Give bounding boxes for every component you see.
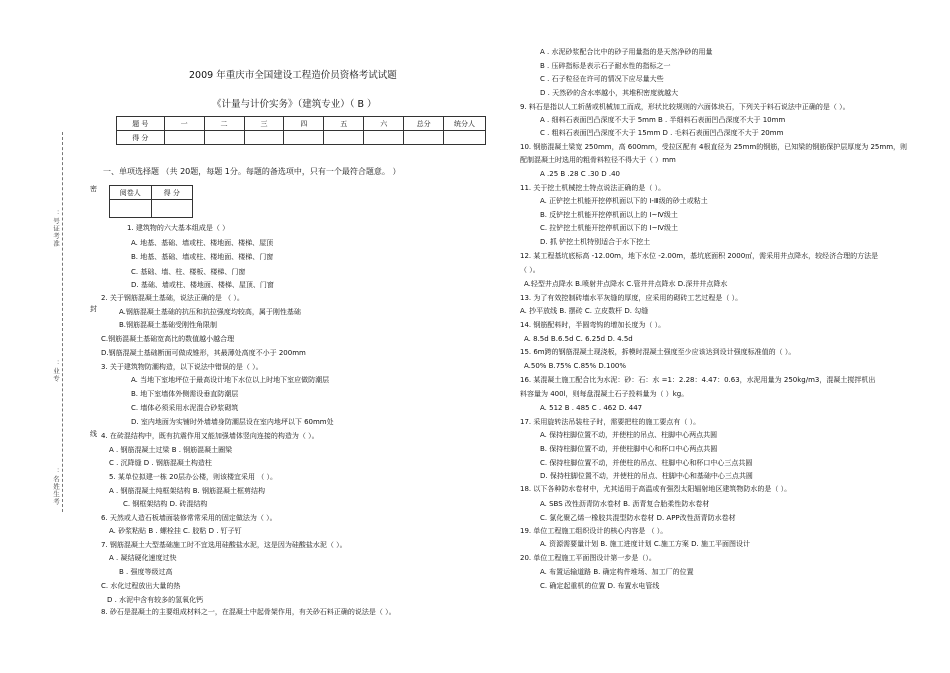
section-heading: 一、单项选择题 （共 20题，每题 1分。每题的备选项中，只有一个最符合题意。 ） — [103, 167, 401, 176]
score-header-cell: 统分人 — [444, 117, 486, 131]
question-line: A . 钢筋混凝土纯框架结构 B. 钢筋混凝土框剪结构 — [109, 487, 265, 495]
question-line: A . 钢筋混凝土过梁 B . 钢筋混凝土圈梁 — [109, 446, 233, 454]
question-line: A. 布置运输道路 B. 确定构件堆场、加工厂的位置 — [540, 568, 694, 576]
question-line: 2. 关于钢筋混凝土基础，说法正确的是 （ ）。 — [101, 294, 244, 302]
question-line: 10. 钢筋混凝土梁宽 250mm，高 600mm，受拉区配有 4根直径为 25mm的钢筋，已知梁的钢筋保护层厚度为 25mm，则 — [520, 143, 908, 151]
score-cell[interactable] — [204, 131, 244, 145]
question-line: 5. 某单位拟建一栋 20层办公楼，则该楼宜采用 （ ）。 — [109, 473, 277, 481]
question-line: 14. 钢筋配料时，半圆弯钩的增加长度为（ ）。 — [520, 321, 666, 329]
score-header-cell: 题 号 — [117, 117, 165, 131]
question-line: A . 细料石表面凹凸深度不大于 5mm B . 半细料石表面凹凸深度不大于 10mm — [540, 116, 786, 124]
question-line: A. 抄平放线 B. 摆砖 C. 立皮数杆 D. 勾缝 — [520, 307, 649, 315]
question-line: D.钢筋混凝土基础断面可做成锥形，其最薄处高度不小于 200mm — [101, 349, 306, 357]
question-line: C. 氯化聚乙烯一橡胶共混型防水卷材 D. APP改性沥青防水卷材 — [540, 514, 736, 522]
question-line: A. 512 B . 485 C . 462 D. 447 — [540, 404, 643, 412]
score-header-cell: 五 — [324, 117, 364, 131]
question-line: B.钢筋混凝土基础受刚性角限制 — [119, 321, 218, 329]
question-line: A. 保持柱脚位置不动，并使柱的吊点、柱脚中心两点共圆 — [540, 431, 718, 439]
seal-line — [62, 132, 63, 512]
question-line: 1. 建筑物的六大基本组成是（ ） — [127, 224, 230, 232]
question-line: C. 保持柱脚位置不动，并使柱的吊点、柱脚中心和杯口中心三点共圆 — [540, 459, 753, 467]
score-header-cell: 三 — [244, 117, 284, 131]
question-line: D. 抓 铲挖土机特别适合于水下挖土 — [540, 238, 651, 246]
score-row-label: 得 分 — [117, 131, 165, 145]
question-line: B. 保持柱脚位置不动，并使柱脚中心和杯口中心两点共圆 — [540, 445, 718, 453]
question-line: 7. 钢筋混凝土大型基础施工时不宜选用硅酸盐水泥，这是因为硅酸盐水泥（ ）。 — [101, 541, 347, 549]
seal-mark: 封 — [90, 305, 97, 313]
grader-name-cell[interactable] — [110, 200, 152, 218]
question-line: 11. 关于挖土机械挖土特点说法正确的是（ ）。 — [520, 184, 666, 192]
question-line: 配制混凝土时选用的粗骨料粒径不得大于（ ）mm — [520, 156, 676, 164]
question-line: B. 地基、基础、墙或柱、楼地面、楼梯、门窗 — [131, 253, 274, 261]
score-cell[interactable] — [404, 131, 444, 145]
score-table — [116, 116, 486, 145]
question-line: D. 基础、墙或柱、楼地面、楼梯、屋顶、门窗 — [131, 281, 274, 289]
question-line: D . 水泥中含有较多的氢氧化钙 — [107, 596, 204, 604]
score-header-cell: 二 — [204, 117, 244, 131]
grader-score-cell[interactable] — [151, 200, 193, 218]
question-line: A. 资源需要量计划 B. 施工进度计划 C.施工方案 D. 施工平面图设计 — [540, 540, 750, 548]
question-line: A.钢筋混凝土基础的抗压和抗拉强度均较高，属于刚性基础 — [119, 308, 301, 316]
question-line: D . 天然砂的含水率越小，其堆积密度就越大 — [540, 89, 679, 97]
question-line: C.钢筋混凝土基础宽高比的数值越小越合理 — [101, 335, 235, 343]
question-line: B. 地下室墙体外侧需设垂直防潮层 — [131, 390, 239, 398]
question-line: A .25 B .28 C .30 D .40 — [540, 170, 620, 178]
question-line: 12. 某工程基坑底标高 -12.00m，地下水位 -2.00m，基坑底面积 2000㎡，需采用井点降水，较经济合理的方法是 — [520, 252, 879, 260]
question-line: 9. 料石是指以人工斩凿或机械加工而成，形状比较规则的六面体块石，下列关于料石说法中正确的是（ ）。 — [520, 103, 850, 111]
score-table-header-row — [117, 117, 486, 131]
question-line: C . 沉降缝 D . 钢筋混凝土构造柱 — [109, 459, 212, 467]
question-line: C . 粗料石表面凹凸深度不大于 15mm D . 毛料石表面凹凸深度不大于 20mm — [540, 129, 784, 137]
question-line: 20. 单位工程施工平面图设计第一步是（）。 — [520, 554, 656, 562]
question-line: A. 正铲挖土机能开挖停机面以下的 Ⅰ-Ⅲ级的砂土或粘土 — [540, 197, 708, 205]
score-header-cell: 一 — [164, 117, 204, 131]
question-line: A. 当地下室地坪位于最高设计地下水位以上时地下室应做防潮层 — [131, 376, 330, 384]
question-line: A. 地基、基础、墙或柱、楼地面、楼梯、屋顶 — [131, 239, 274, 247]
question-line: 19. 单位工程施工组织设计的核心内容是 （ ）。 — [520, 527, 668, 535]
question-line: A.轻型井点降水 B.喷射井点降水 C.管井井点降水 D.深井井点降水 — [524, 280, 728, 288]
question-line: 料容量为 400l，则每盘混凝土石子投料量为（ ）kg。 — [520, 390, 689, 398]
question-line: 4. 在砖混结构中，既有抗震作用又能加强墙体竖向连接的构造为（ ）。 — [101, 432, 319, 440]
seal-mark: 密 — [90, 185, 97, 193]
question-line: 6. 天然或人造石板墙面装修常常采用的固定做法为（ ）。 — [101, 514, 277, 522]
margin-label-name: ：名姓生考 — [52, 468, 60, 506]
question-line: 3. 关于建筑物防潮构造，以下说法中错误的是（ ）。 — [101, 363, 263, 371]
margin-label-exam-id: ：号证考准 — [52, 210, 60, 248]
score-header-cell: 总分 — [404, 117, 444, 131]
score-cell[interactable] — [444, 131, 486, 145]
score-cell[interactable] — [284, 131, 324, 145]
page-title: 2009 年重庆市全国建设工程造价员资格考试试题 — [189, 70, 397, 81]
score-cell[interactable] — [244, 131, 284, 145]
score-cell[interactable] — [164, 131, 204, 145]
question-line: C. 拉铲挖土机能开挖停机面以下的 Ⅰ~Ⅳ级土 — [540, 224, 678, 232]
question-line: C. 水化过程放出大量的热 — [101, 582, 181, 590]
question-line: A . 凝结硬化速度过快 — [109, 554, 177, 562]
question-line: C . 石子粒径在许可的情况下应尽量大些 — [540, 75, 664, 83]
question-line: D. 室内地面为实铺时外墙墙身防潮层设在室内地坪以下 60mm处 — [131, 418, 334, 426]
question-line: 16. 某混凝土施工配合比为水泥：砂：石：水 =1：2.28：4.47：0.63，水泥用量为 250kg/m3，混凝土搅拌机出 — [520, 376, 876, 384]
question-line: 17. 采用旋转法吊装柱子时，需要把柱的施工要点有（ ）。 — [520, 418, 701, 426]
question-line: A. 砂浆粘贴 B . 螺栓挂 C. 胶粘 D . 钉子钉 — [109, 527, 242, 535]
margin-label-major: ：业专 — [52, 360, 60, 383]
question-line: 8. 砂石是混凝土的主要组成材料之一，在混凝土中起骨架作用，有关砂石料正确的说法是（ ）。 — [101, 608, 396, 616]
question-line: （ ）。 — [520, 266, 540, 274]
question-line: 13. 为了有效控制砖墙水平灰缝的厚度，应采用的砌砖工艺过程是（ ）。 — [520, 294, 743, 302]
question-line: B . 压碎指标是表示石子耐水性的指标之一 — [540, 62, 671, 70]
question-line: 18. 以下各种防水卷材中，尤其适用于高温或有强烈太阳辐射地区建筑物防水的是（ ）。 — [520, 485, 792, 493]
seal-mark: 线 — [90, 430, 97, 438]
question-line: A.50% B.75% C.85% D.100% — [524, 362, 627, 370]
question-line: B. 反铲挖土机能开挖停机面以上的 Ⅰ~Ⅳ级土 — [540, 211, 678, 219]
score-header-cell: 六 — [364, 117, 404, 131]
question-line: C. 确定起重机的位置 D. 布置水电管线 — [540, 582, 660, 590]
score-table-score-row — [117, 131, 486, 145]
grader-score-label: 得 分 — [151, 186, 193, 200]
score-cell[interactable] — [324, 131, 364, 145]
question-line: A. SBS 改性沥青防水卷材 B. 沥青复合胎柔性防水卷材 — [540, 500, 710, 508]
grader-label: 阅卷人 — [110, 186, 152, 200]
question-line: C. 墙体必须采用水泥混合砂浆砌筑 — [131, 404, 239, 412]
page-subtitle: 《计量与计价实务》（建筑专业）（ B ） — [212, 99, 377, 110]
score-cell[interactable] — [364, 131, 404, 145]
grader-table — [109, 185, 193, 218]
question-line: 15. 6m跨的钢筋混凝土现浇板，拆模时混凝土强度至少应该达到设计强度标准值的（ ）。 — [520, 348, 796, 356]
question-line: A . 水泥砂浆配合比中的砂子用量指的是天然净砂的用量 — [540, 48, 713, 56]
question-line: C. 钢框架结构 D. 砖混结构 — [123, 500, 208, 508]
question-line: C. 基础、墙、柱、楼板、楼梯、门窗 — [131, 268, 246, 276]
question-line: A. 8.5d B.6.5d C. 6.25d D. 4.5d — [524, 335, 633, 343]
question-line: B . 强度等级过高 — [119, 568, 173, 576]
question-line: D. 保持柱脚位置不动，并使柱的吊点、柱脚中心和基础中心三点共圆 — [540, 472, 753, 480]
score-header-cell: 四 — [284, 117, 324, 131]
